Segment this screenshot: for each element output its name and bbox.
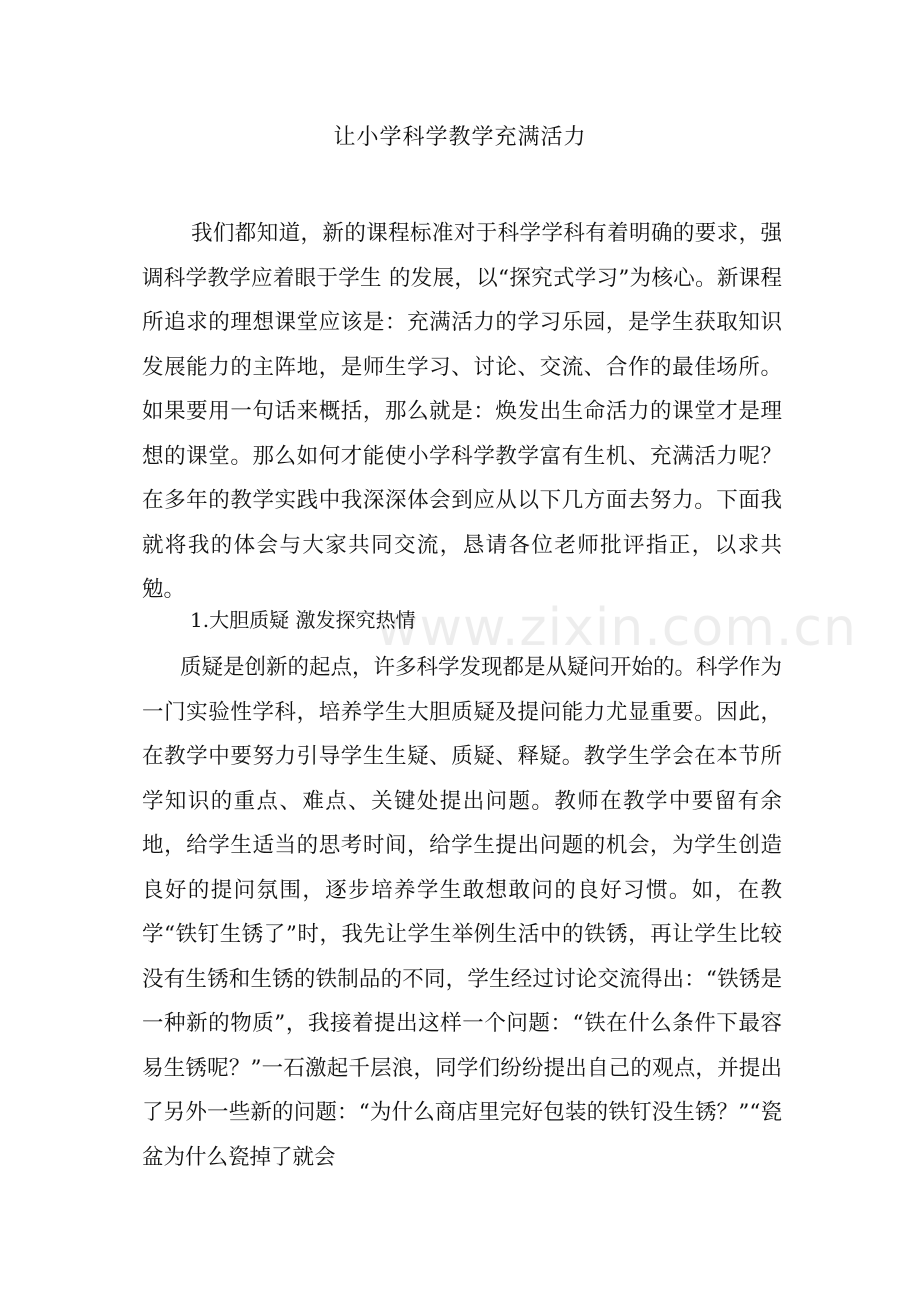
watermark-text: www.zixin.com.cn (376, 598, 857, 658)
document-title: 让小学科学教学充满活力 (333, 125, 587, 150)
intro-paragraph: 我们都知道，新的课程标准对于科学学科有着明确的要求，强调科学教学应着眼于学生 的发展，以“探究式学习”为核心。新课程所追求的理想课堂应该是：充满活力的学习乐园，是学生获取知识发展能力的主阵地，是师生学习、讨论、交流、合作的最佳场所。如果要用一句话来概括，那么就是：焕发出生命活力的课堂才是理想的课堂。那么如何才能使小学科学教学富有生机、充满活力呢？在多年的教学实践中我深深体会到应从以下几方面去努力。下面我就将我的体会与大家共同交流，恳请各位老师批评指正，以求共勉。 (142, 221, 782, 602)
section-heading: 1.大胆质疑 激发探究热情 (190, 608, 416, 632)
section-paragraph: 质疑是创新的起点，许多科学发现都是从疑问开始的。科学作为一门实验性学科，培养学生大胆质疑及提问能力尤显重要。因此，在教学中要努力引导学生生疑、质疑、释疑。教学生学会在本节所学知识的重点、难点、关键处提出问题。教师在教学中要留有余地，给学生适当的思考时间，给学生提出问题的机会，为学生创造良好的提问氛围，逐步培养学生敢想敢问的良好习惯。如，在教学“铁钉生锈了”时，我先让学生举例生活中的铁锈，再让学生比较没有生锈和生锈的铁制品的不同，学生经过讨论交流得出：“铁锈是一种新的物质”，我接着提出这样一个问题：“铁在什么条件下最容易生锈呢？”一石激起千层浪，同学们纷纷提出自己的观点，并提出了另外一些新的问题：“为什么商店里完好包装的铁钉没生锈？”“瓷盆为什么瓷掉了就会 (142, 655, 783, 1170)
